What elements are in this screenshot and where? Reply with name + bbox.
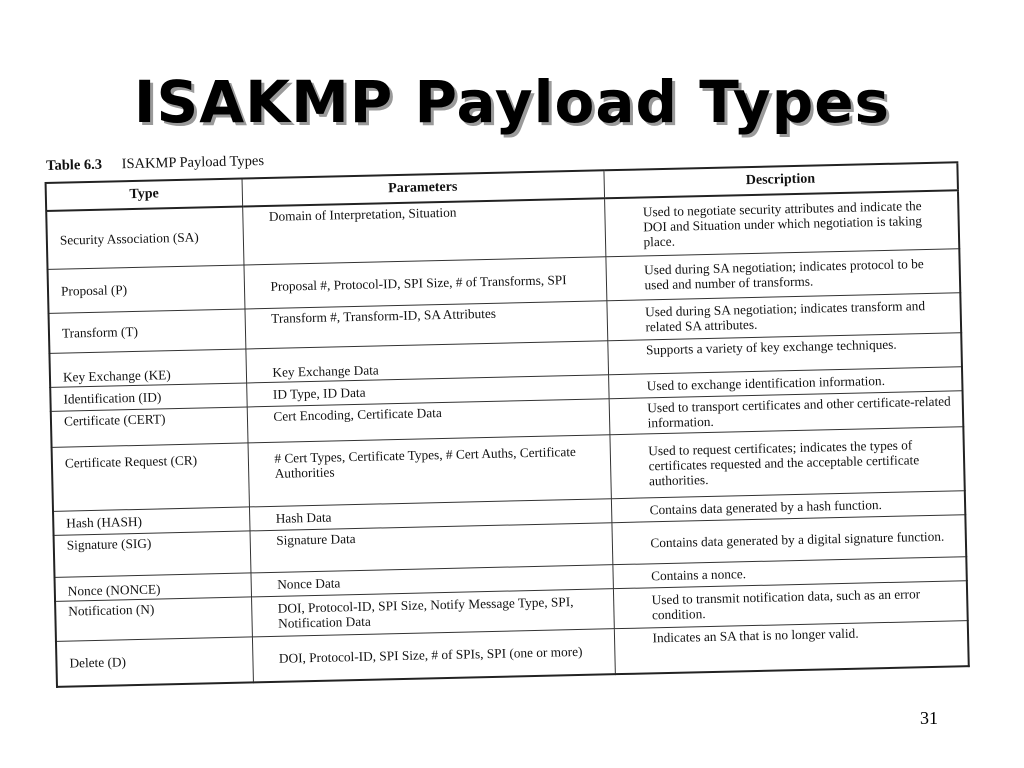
cell-description: Used during SA negotiation; indicates protocol to be used and number of transforms. xyxy=(605,248,960,300)
header-parameters: Parameters xyxy=(242,170,605,206)
table-caption-title: ISAKMP Payload Types xyxy=(121,153,265,173)
cell-description: Used to exchange identification information. xyxy=(608,366,962,398)
cell-type: Nonce (NONCE) xyxy=(55,572,251,600)
payload-types-table xyxy=(45,161,970,688)
cell-description: Used to transport certificates and other certificate-related information. xyxy=(609,390,964,434)
cell-description: Contains data generated by a hash function. xyxy=(611,490,965,522)
table-figure xyxy=(44,137,986,688)
cell-parameters: Cert Encoding, Certificate Data xyxy=(247,398,610,442)
cell-type: Hash (HASH) xyxy=(53,506,249,534)
cell-parameters: DOI, Protocol-ID, SPI Size, # of SPIs, SPI (one or more) xyxy=(252,628,615,682)
header-type: Type xyxy=(46,179,243,211)
slide-title: ISAKMP Payload Types xyxy=(133,68,891,136)
cell-description: Used to negotiate security attributes and indicate the DOI and Situation under which negotiation is taking place. xyxy=(604,190,959,256)
cell-type: Proposal (P) xyxy=(48,265,245,313)
cell-parameters: Nonce Data xyxy=(250,564,612,596)
cell-type: Delete (D) xyxy=(56,636,253,686)
cell-description: Indicates an SA that is no longer valid. xyxy=(614,620,969,674)
cell-description: Used during SA negotiation; indicates transform and related SA attributes. xyxy=(606,292,961,340)
cell-parameters: Signature Data xyxy=(250,522,613,572)
cell-parameters: DOI, Protocol-ID, SPI Size, Notify Message Type, SPI, Notification Data xyxy=(251,588,614,636)
cell-description: Used to request certificates; indicates the types of certificates requested and the acceptable certificate authorities. xyxy=(609,426,964,498)
cell-type: Notification (N) xyxy=(55,596,252,640)
cell-parameters: Key Exchange Data xyxy=(245,340,608,382)
cell-parameters: Transform #, Transform-ID, SA Attributes xyxy=(244,300,607,348)
cell-description: Contains a nonce. xyxy=(612,556,966,588)
cell-parameters: # Cert Types, Certificate Types, # Cert Auths, Certificate Authorities xyxy=(248,434,611,506)
table-caption-number: Table 6.3 xyxy=(45,156,103,174)
cell-type: Certificate (CERT) xyxy=(51,406,248,446)
cell-type: Transform (T) xyxy=(49,308,246,352)
cell-parameters: Hash Data xyxy=(249,498,611,530)
cell-description: Contains data generated by a digital signature function. xyxy=(611,514,966,564)
cell-type: Identification (ID) xyxy=(50,382,246,410)
cell-parameters: Domain of Interpretation, Situation xyxy=(242,198,605,264)
cell-type: Security Association (SA) xyxy=(46,207,243,269)
header-description: Description xyxy=(603,162,958,198)
page-number: 31 xyxy=(920,708,938,728)
cell-type: Signature (SIG) xyxy=(54,530,251,576)
cell-parameters: Proposal #, Protocol-ID, SPI Size, # of Transforms, SPI xyxy=(243,256,606,308)
cell-parameters: ID Type, ID Data xyxy=(246,374,608,406)
cell-type: Certificate Request (CR) xyxy=(52,442,249,510)
cell-description: Supports a variety of key exchange techniques. xyxy=(607,332,962,374)
cell-type: Key Exchange (KE) xyxy=(49,348,246,386)
cell-description: Used to transmit notification data, such as an error condition. xyxy=(613,580,968,628)
